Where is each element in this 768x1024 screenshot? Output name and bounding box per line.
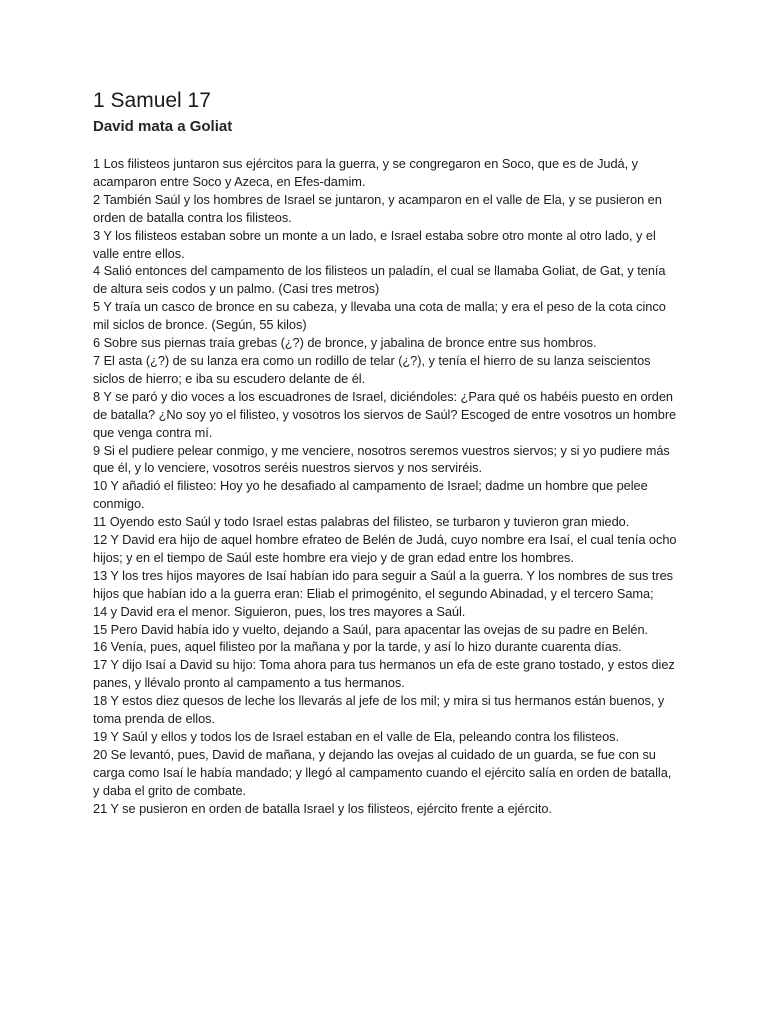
verse: 11 Oyendo esto Saúl y todo Israel estas palabras del filisteo, se turbaron y tuvieron gran miedo.: [93, 514, 630, 530]
verse: 17 Y dijo Isaí a David su hijo: Toma ahora para tus hermanos un efa de este grano tostado, y estos diez panes, y llévalo pronto al campamento a tus hermanos.: [93, 657, 675, 691]
verse: 14 y David era el menor. Siguieron, pues, los tres mayores a Saúl.: [93, 603, 466, 619]
verse: 18 Y estos diez quesos de leche los llevarás al jefe de los mil; y mira si tus hermanos están buenos, y toma prenda de ellos.: [93, 693, 665, 727]
verse: 19 Y Saúl y ellos y todos los de Israel estaban en el valle de Ela, peleando contra los filisteos.: [93, 729, 620, 744]
verse: 9 Si el pudiere pelear conmigo, y me venciere, nosotros seremos vuestros siervos; y si yo pudiere más que él, y lo venciere, vosotros seréis nuestros siervos y nos serviréis.: [93, 442, 670, 476]
verse: 6 Sobre sus piernas traía grebas (¿?) de bronce, y jabalina de bronce entre sus hombros.: [93, 335, 597, 351]
verse: 13 Y los tres hijos mayores de Isaí habían ido para seguir a Saúl a la guerra. Y los nombres de sus tres hijos que habían ido a la guerra eran: Eliab el primogénito, el segundo Abinadad, y el tercero Sama;: [93, 567, 674, 601]
verse: 10 Y añadió el filisteo: Hoy yo he desafiado al campamento de Israel; dadme un hombre que pelee conmigo.: [93, 478, 648, 512]
verse-list: [93, 155, 678, 818]
document-page: [93, 88, 678, 818]
verse: 8 Y se paró y dio voces a los escuadrones de Israel, diciéndoles: ¿Para qué os habéis puesto en orden de batalla? ¿No soy yo el filisteo, y vosotros los siervos de Saúl? Escoged de entre vosotros un hombre que venga contra mí.: [93, 388, 677, 440]
verse: 3 Y los filisteos estaban sobre un monte a un lado, e Israel estaba sobre otro monte al otro lado, y el valle entre ellos.: [93, 227, 656, 261]
verse: 15 Pero David había ido y vuelto, dejando a Saúl, para apacentar las ovejas de su padre en Belén.: [93, 621, 649, 637]
verse: 7 El asta (¿?) de su lanza era como un rodillo de telar (¿?), y tenía el hierro de su lanza seiscientos siclos de hierro; e iba su escudero delante de él.: [93, 352, 651, 386]
verse: 20 Se levantó, pues, David de mañana, y dejando las ovejas al cuidado de un guarda, se fue con su carga como Isaí le había mandado; y llegó al campamento cuando el ejército salía en orden de batalla, y daba el grito de combate.: [93, 746, 672, 798]
verse: 4 Salió entonces del campamento de los filisteos un paladín, el cual se llamaba Goliat, de Gat, y tenía de altura seis codos y un palmo. (Casi tres metros): [93, 263, 666, 297]
verse: 12 Y David era hijo de aquel hombre efrateo de Belén de Judá, cuyo nombre era Isaí, el cual tenía ocho hijos; y en el tiempo de Saúl este hombre era viejo y de gran edad entre los hombres.: [93, 532, 677, 565]
verse: 16 Venía, pues, aquel filisteo por la mañana y por la tarde, y así lo hizo durante cuarenta días.: [93, 639, 622, 655]
verse: 1 Los filisteos juntaron sus ejércitos para la guerra, y se congregaron en Soco, que es de Judá, y acamparon entre Soco y Azeca, en Efes-damim.: [93, 156, 638, 189]
page-title: 1 Samuel 17: [93, 89, 211, 112]
verse: 21 Y se pusieron en orden de batalla Israel y los filisteos, ejército frente a ejército.: [93, 800, 552, 816]
verse: 5 Y traía un casco de bronce en su cabeza, y llevaba una cota de malla; y era el peso de la cota cinco mil siclos de bronce. (Según, 55 kilos): [93, 299, 666, 333]
section-subtitle: David mata a Goliat: [93, 118, 233, 135]
verse: 2 También Saúl y los hombres de Israel se juntaron, y acamparon en el valle de Ela, y se pusieron en orden de batalla contra los filisteos.: [93, 191, 662, 225]
